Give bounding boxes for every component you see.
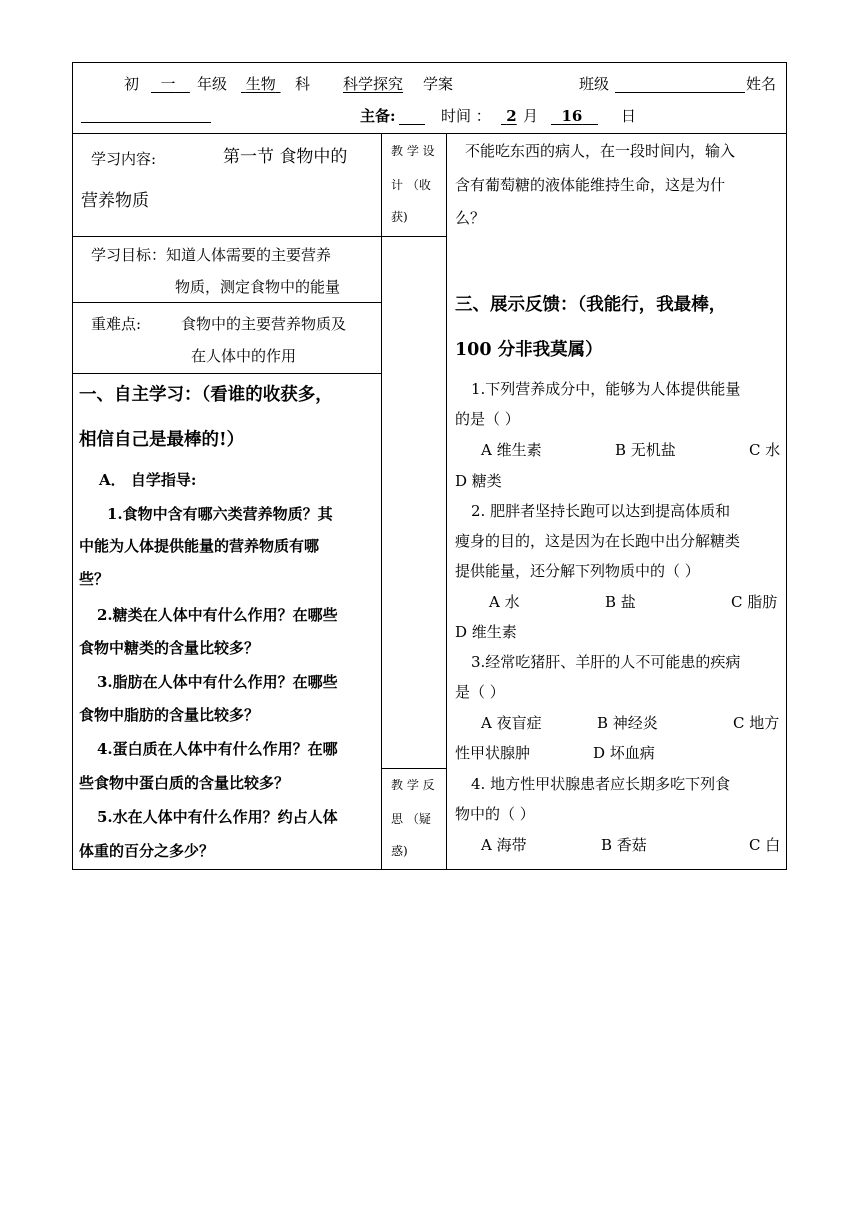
r-question-4-line-2: 物中的（ ） [455, 805, 535, 823]
grade-prefix: 初 [124, 75, 140, 93]
r-question-1-option-a: A 维生素 [481, 441, 542, 459]
question-5-line-1: 5.水在人体中有什么作用？约占人体 [97, 808, 338, 826]
header-divider [73, 133, 786, 134]
question-3-line-1: 3.脂肪在人体中有什么作用？在哪些 [97, 673, 338, 691]
feedback-heading-2: 100 分非我莫属） [455, 340, 603, 360]
r-question-2-option-d: D 维生素 [455, 623, 517, 641]
r-question-3-line-1: 3.经常吃猪肝、羊肝的人不可能患的疾病 [471, 653, 741, 671]
row-divider-content [73, 236, 446, 237]
intro-line-2: 含有葡萄糖的液体能维持生命，这是为什 [455, 176, 726, 194]
design-label-2: 计 （收 [391, 178, 431, 192]
intro-line-3: 么？ [455, 209, 486, 227]
host-blank [399, 110, 425, 125]
reflect-label-1: 教 学 反 [391, 778, 435, 792]
month-value: 2 [506, 107, 517, 125]
col-divider-2 [446, 133, 447, 869]
class-blank [615, 78, 745, 93]
design-label-3: 获) [391, 210, 408, 224]
grade-value: 一 [160, 75, 176, 93]
r-question-4-line-1: 4. 地方性甲状腺患者应长期多吃下列食 [471, 775, 731, 793]
r-question-3-option-a: A 夜盲症 [481, 714, 542, 732]
month-label: 月 [523, 107, 539, 125]
question-5-line-2: 体重的百分之多少？ [79, 842, 215, 860]
self-study-heading-2: 相信自己是最棒的!） [79, 430, 245, 450]
r-question-1-option-c: C 水 [749, 441, 781, 459]
key-line-1: 食物中的主要营养物质及 [181, 315, 347, 333]
r-question-1-line-2: 的是（ ） [455, 410, 520, 428]
r-question-1-option-d: D 糖类 [455, 472, 502, 490]
question-3-line-2: 食物中脂肪的含量比较多？ [79, 706, 260, 724]
intro-line-1: 不能吃东西的病人，在一段时间内，输入 [465, 142, 736, 160]
question-1-line-2: 中能为人体提供能量的营养物质有哪 [79, 537, 320, 555]
worksheet-table [72, 62, 787, 870]
question-4-line-1: 4.蛋白质在人体中有什么作用？在哪 [97, 740, 338, 758]
day-label: 日 [621, 107, 637, 125]
r-question-1-line-1: 1.下列营养成分中，能够为人体提供能量 [471, 380, 741, 398]
day-value: 16 [561, 107, 583, 125]
r-question-3-option-b: B 神经炎 [597, 714, 658, 732]
r-question-2-line-2: 瘦身的目的，这是因为在长跑中出分解糖类 [455, 532, 741, 550]
r-question-3-option-c: C 地方 [733, 714, 780, 732]
key-label: 重难点: [91, 315, 142, 333]
goal-line-1: 学习目标：知道人体需要的主要营养 [91, 246, 332, 264]
host-label: 主备: [360, 107, 396, 125]
content-title-line-1: 第一节 食物中的 [223, 147, 348, 167]
key-line-2: 在人体中的作用 [191, 347, 297, 365]
content-label: 学习内容: [91, 150, 157, 168]
r-question-2-option-c: C 脂肪 [731, 593, 778, 611]
time-label: 时间 ： [441, 107, 491, 125]
grade-label: 年级 [197, 75, 228, 93]
self-study-heading-1: 一、自主学习：（看谁的收获多， [79, 385, 333, 405]
reflect-label-3: 惑) [391, 844, 408, 858]
col-divider-1 [381, 133, 382, 869]
question-2-line-2: 食物中糖类的含量比较多？ [79, 639, 260, 657]
r-question-4-option-c: C 白 [749, 836, 781, 854]
topic-label: 学案 [423, 75, 454, 93]
r-question-3-line-2: 是（ ） [455, 683, 505, 701]
question-1-line-1: 1.食物中含有哪六类营养物质？其 [107, 505, 333, 523]
row-divider-reflect [381, 768, 446, 769]
r-question-2-option-b: B 盐 [605, 593, 636, 611]
content-title-line-2: 营养物质 [81, 191, 149, 211]
reflect-label-2: 思 （疑 [391, 812, 431, 826]
design-label-1: 教 学 设 [391, 144, 435, 158]
subject-label: 科 [295, 75, 311, 93]
name-blank [81, 108, 211, 123]
r-question-4-option-b: B 香菇 [601, 836, 647, 854]
r-question-4-option-a: A 海带 [481, 836, 527, 854]
r-question-1-option-b: B 无机盐 [615, 441, 676, 459]
feedback-heading-1: 三、展示反馈：（我能行，我最棒， [455, 295, 727, 315]
question-1-line-3: 些？ [79, 570, 110, 588]
r-question-2-line-3: 提供能量，还分解下列物质中的（ ） [455, 562, 700, 580]
topic-value: 科学探究 [343, 75, 404, 93]
subject-value: 生物 [245, 75, 276, 93]
class-label: 班级 [579, 75, 610, 93]
question-4-line-2: 些食物中蛋白质的含量比较多？ [79, 774, 290, 792]
r-question-2-line-1: 2. 肥胖者坚持长跑可以达到提高体质和 [471, 502, 731, 520]
goal-line-2: 物质，测定食物中的能量 [175, 278, 341, 296]
r-question-3-option-d: D 坏血病 [593, 744, 655, 762]
r-question-2-option-a: A 水 [489, 593, 520, 611]
question-2-line-1: 2.糖类在人体中有什么作用？在哪些 [97, 606, 338, 624]
name-label: 姓名 [746, 75, 777, 93]
guide-heading: A． 自学指导: [99, 471, 197, 489]
row-divider-key [73, 373, 381, 374]
row-divider-goal [73, 302, 381, 303]
r-question-3-option-c-cont: 性甲状腺肿 [455, 744, 531, 762]
